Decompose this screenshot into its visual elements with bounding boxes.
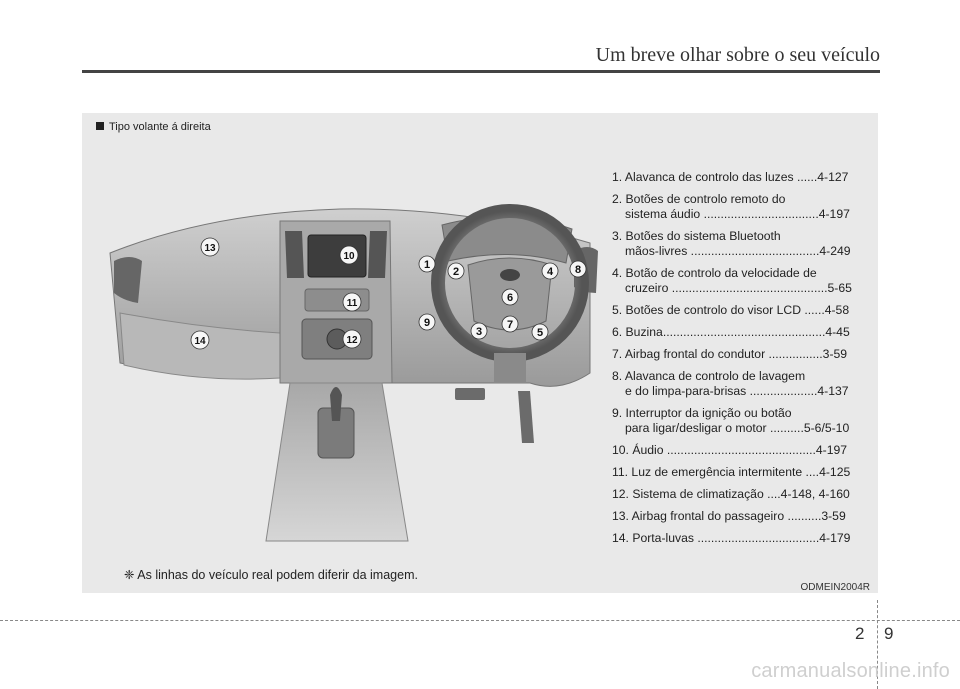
legend-item-line1: 12. Sistema de climatização ....4-148, 4-160	[612, 487, 850, 501]
legend-item	[612, 325, 874, 340]
legend-item	[612, 443, 874, 458]
legend-item-line1: 3. Botões do sistema Bluetooth	[612, 229, 781, 243]
svg-text:3: 3	[475, 326, 483, 338]
svg-text:12: 12	[346, 335, 358, 346]
callout-3	[471, 323, 487, 339]
svg-text:13: 13	[204, 243, 216, 254]
legend-item-line1: 11. Luz de emergência intermitente ....4-125	[612, 465, 851, 479]
callout-7	[502, 316, 518, 332]
svg-text:6: 6	[506, 292, 514, 304]
svg-text:1: 1	[423, 259, 431, 271]
svg-text:4: 4	[546, 266, 554, 278]
callout-6	[502, 289, 518, 305]
legend-item	[612, 303, 874, 318]
legend-item	[612, 509, 874, 524]
bullet-square-icon	[96, 122, 104, 130]
parts-legend	[612, 170, 874, 553]
legend-item-line2: mãos-livres ......................................4-249	[625, 244, 851, 258]
legend-item-line2: sistema áudio ..................................4-197	[625, 207, 850, 221]
svg-text:7: 7	[506, 319, 514, 331]
steering-column	[494, 353, 526, 383]
callout-4	[542, 263, 558, 279]
watermark-text: carmanualsonline.info	[751, 660, 950, 682]
legend-item-line1: 5. Botões de controlo do visor LCD ......4-58	[612, 303, 850, 317]
accelerator-pedal	[518, 391, 534, 443]
chapter-number: 2	[855, 624, 865, 643]
svg-text:10: 10	[343, 251, 355, 262]
legend-item-line1: 7. Airbag frontal do condutor ................3-59	[612, 347, 848, 361]
legend-item-line1: 9. Interruptor da ignição ou botão	[612, 406, 792, 420]
callout-11	[343, 293, 361, 311]
legend-item	[612, 266, 874, 296]
legend-item-line1: 14. Porta-luvas ....................................4-179	[612, 531, 851, 545]
center-right-vent	[368, 231, 387, 278]
legend-item-line1: 4. Botão de controlo da velocidade de	[612, 266, 817, 280]
legend-item	[612, 170, 874, 185]
figure-caption	[96, 121, 211, 133]
legend-item	[612, 369, 874, 399]
legend-item-line2: para ligar/desligar o motor ..........5-6/5-10	[625, 421, 850, 435]
legend-item	[612, 347, 874, 362]
callout-5	[532, 324, 548, 340]
legend-item	[612, 531, 874, 546]
callout-13	[201, 238, 219, 256]
legend-item	[612, 229, 874, 259]
svg-text:11: 11	[346, 298, 358, 309]
page-header-title: Um breve olhar sobre o seu veículo	[595, 44, 880, 66]
legend-item	[612, 465, 874, 480]
legend-item-line1: 1. Alavanca de controlo das luzes ......4-127	[612, 170, 849, 184]
callout-9	[419, 314, 435, 330]
legend-item-line1: 10. Áudio ............................................4-197	[612, 443, 848, 457]
callout-2	[448, 263, 464, 279]
svg-text:14: 14	[194, 336, 206, 347]
svg-text:9: 9	[423, 317, 431, 329]
svg-text:2: 2	[452, 266, 460, 278]
legend-item	[612, 487, 874, 502]
legend-item-line1: 8. Alavanca de controlo de lavagem	[612, 369, 806, 383]
legend-item	[612, 192, 874, 222]
dashboard-illustration	[90, 143, 614, 563]
legend-item	[612, 406, 874, 436]
legend-item-line1: 2. Botões de controlo remoto do	[612, 192, 786, 206]
callout-12	[343, 330, 361, 348]
header-rule	[82, 70, 880, 73]
svg-text:8: 8	[574, 264, 582, 276]
svg-text:5: 5	[536, 327, 544, 339]
legend-item-line1: 6. Buzina................................................4-45	[612, 325, 850, 339]
center-left-vent	[285, 231, 304, 278]
figure-panel	[82, 113, 878, 593]
image-code: ODMEIN2004R	[800, 582, 870, 593]
legend-item-line2: cruzeiro ..............................................5-65	[625, 281, 852, 295]
callout-1	[419, 256, 435, 272]
callout-10	[340, 246, 358, 264]
disclaimer-note: ❈ As linhas do veículo real podem diferir da imagem.	[124, 568, 418, 582]
gear-lever	[330, 387, 342, 421]
footer-rule	[0, 620, 960, 621]
legend-item-line1: 13. Airbag frontal do passageiro ..........3-59	[612, 509, 846, 523]
brake-pedal	[455, 388, 485, 400]
callout-8	[570, 261, 586, 277]
legend-item-line2: e do limpa-para-brisas ....................4-137	[625, 384, 849, 398]
steering-logo	[500, 269, 520, 281]
page-number: 9	[884, 624, 894, 643]
figure-caption-text: Tipo volante á direita	[109, 121, 211, 133]
callout-14	[191, 331, 209, 349]
